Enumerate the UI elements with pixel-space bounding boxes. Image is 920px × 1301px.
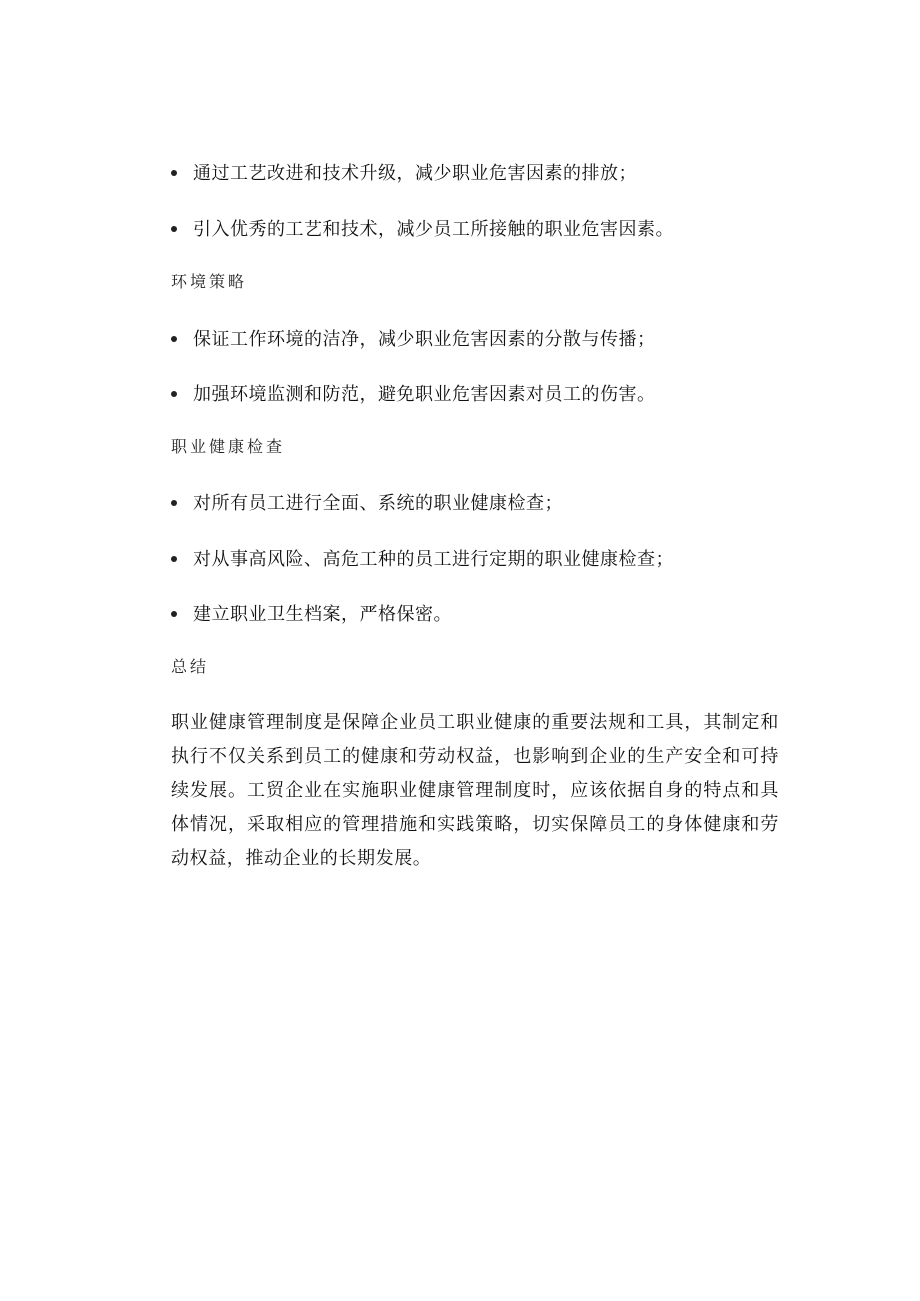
bullet-item (171, 542, 674, 574)
bullet-dot-icon (171, 170, 177, 176)
bullet-item (171, 597, 452, 629)
bullet-dot-icon (171, 500, 177, 506)
section-heading-health-check: 职业健康检查 (171, 437, 286, 456)
summary-paragraph (171, 706, 779, 876)
bullet-dot-icon (171, 391, 177, 397)
bullet-text: 保证工作环境的洁净，减少职业危害因素的分散与传播； (193, 329, 656, 350)
bullet-text: 对从事高风险、高危工种的员工进行定期的职业健康检查； (193, 549, 674, 570)
bullet-item (171, 486, 563, 518)
bullet-item (171, 156, 637, 188)
bullet-dot-icon (171, 556, 177, 562)
bullet-text: 加强环境监测和防范，避免职业危害因素对员工的伤害。 (193, 384, 656, 405)
bullet-item (171, 212, 674, 244)
section-heading-summary: 总结 (171, 657, 210, 676)
section-heading-environment: 环境策略 (171, 272, 248, 291)
bullet-item (171, 377, 656, 409)
bullet-dot-icon (171, 336, 177, 342)
bullet-text: 引入优秀的工艺和技术，减少员工所接触的职业危害因素。 (193, 219, 674, 240)
bullet-text: 建立职业卫生档案，严格保密。 (193, 604, 452, 625)
bullet-dot-icon (171, 226, 177, 232)
bullet-text: 对所有员工进行全面、系统的职业健康检查； (193, 493, 563, 514)
bullet-dot-icon (171, 611, 177, 617)
bullet-item (171, 322, 656, 354)
summary-text: 职业健康管理制度是保障企业员工职业健康的重要法规和工具，其制定和执行不仅关系到员工的健康和劳动权益，也影响到企业的生产安全和可持续发展。工贸企业在实施职业健康管理制度时，应该依据自身的特点和具体情况，采取相应的管理措施和实践策略，切实保障员工的身体健康和劳动权益，推动企业的长期发展。 (171, 712, 779, 869)
bullet-text: 通过工艺改进和技术升级，减少职业危害因素的排放； (193, 163, 637, 184)
